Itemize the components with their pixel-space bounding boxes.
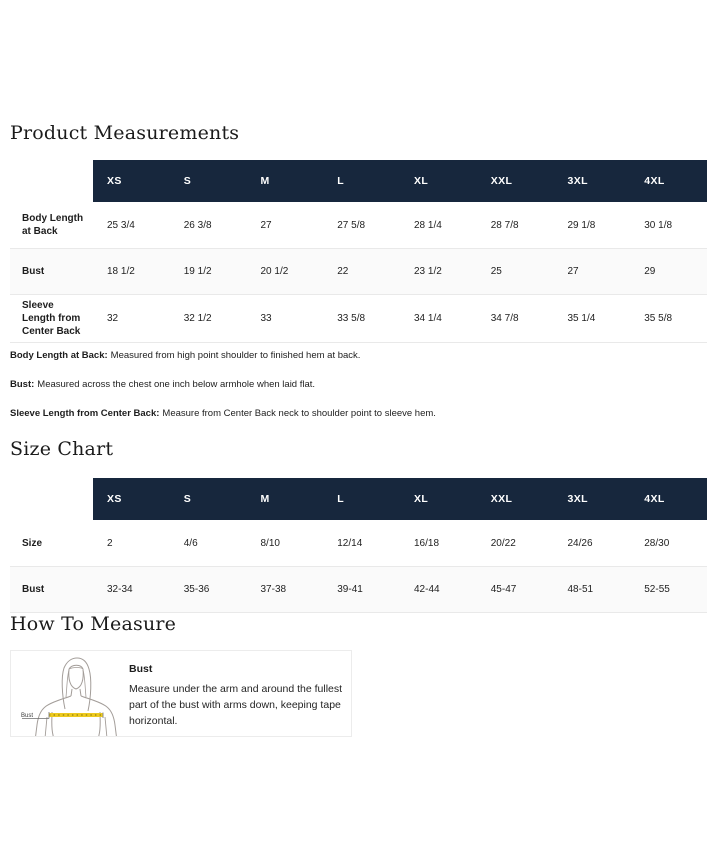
table-row-bust: [10, 566, 707, 612]
table-corner-cell: [10, 478, 93, 521]
size-cell: 24/26: [567, 537, 593, 549]
row-label: Size: [22, 537, 43, 549]
measurement-cell: 29: [644, 265, 656, 277]
measurement-cell: 33 5/8: [337, 312, 366, 324]
size-cell: 37-38: [260, 583, 287, 595]
measurement-cell: 29 1/8: [567, 219, 596, 231]
size-cell: 16/18: [414, 537, 440, 549]
table-row-sleeve-length: [10, 294, 707, 342]
how-to-measure-title: How To Measure: [10, 612, 177, 635]
definition-body-length: [10, 350, 707, 362]
measurement-cell: 30 1/8: [644, 219, 673, 231]
measurement-cell: 27: [567, 265, 579, 277]
column-header-l: L: [323, 160, 400, 203]
size-cell: 52-55: [644, 583, 670, 595]
table-row-bust: [10, 248, 707, 294]
column-header-m: M: [247, 478, 324, 521]
measurement-cell: 18 1/2: [107, 265, 135, 277]
measurement-definitions: [10, 350, 707, 421]
size-cell: 42-44: [414, 583, 440, 595]
column-header-s: S: [170, 160, 247, 203]
column-header-s: S: [170, 478, 247, 521]
product-measurements-title: Product Measurements: [10, 122, 240, 144]
table-row-size: [10, 520, 707, 566]
column-header-m: M: [247, 160, 324, 203]
how-to-measure-card: [10, 650, 352, 737]
product-measurements-table: [10, 160, 707, 343]
measurement-cell: 27: [260, 219, 272, 231]
measurement-cell: 25 3/4: [107, 219, 135, 231]
table-header-row: [10, 160, 707, 203]
measure-item-description: Measure under the arm and around the fullest part of the bust with arms down, keeping tape horizontal.: [129, 683, 343, 727]
column-header-l: L: [323, 478, 400, 521]
measurement-cell: 22: [337, 265, 349, 277]
column-header-3xl: 3XL: [554, 478, 631, 521]
measurement-cell: 23 1/2: [414, 265, 442, 277]
row-label: Bust: [22, 583, 45, 595]
measurement-cell: 28 1/4: [414, 219, 442, 231]
size-cell: 48-51: [567, 583, 594, 595]
column-header-3xl: 3XL: [554, 160, 631, 203]
size-chart-title: Size Chart: [10, 437, 114, 460]
measurement-cell: 34 1/4: [414, 312, 442, 324]
measurement-cell: 25: [490, 265, 502, 277]
measure-item-heading: Bust: [129, 663, 153, 676]
measurement-cell: 26 3/8: [183, 219, 212, 231]
definition-term: Bust:: [10, 379, 35, 391]
figure-bust-label: Bust: [21, 713, 34, 720]
column-header-xxl: XXL: [477, 160, 554, 203]
definition-text: Measured from high point shoulder to finished hem at back.: [110, 349, 361, 361]
size-cell: 28/30: [644, 537, 670, 549]
row-label: Sleeve Length from Center Back: [22, 299, 81, 337]
measurement-cell: 20 1/2: [260, 265, 289, 277]
measurement-cell: 28 7/8: [490, 219, 519, 231]
row-label: Bust: [22, 265, 45, 277]
size-cell: 32-34: [107, 583, 133, 595]
column-header-xl: XL: [400, 478, 477, 521]
size-cell: 12/14: [337, 537, 363, 549]
table-corner-cell: [10, 160, 93, 203]
definition-sleeve-length: [10, 408, 707, 420]
definition-bust: [10, 379, 707, 391]
measurement-cell: 32: [107, 312, 119, 324]
column-header-xl: XL: [400, 160, 477, 203]
measurement-cell: 32 1/2: [183, 312, 212, 324]
column-header-4xl: 4XL: [630, 160, 707, 203]
table-header-row: [10, 478, 707, 521]
definition-text: Measure from Center Back neck to shoulder point to sleeve hem.: [162, 408, 436, 420]
size-cell: 39-41: [337, 583, 363, 595]
definition-term: Body Length at Back:: [10, 349, 108, 361]
measurement-cell: 19 1/2: [183, 265, 212, 277]
measurement-cell: 33: [260, 312, 272, 324]
bust-measure-text: [129, 663, 347, 736]
bust-measure-illustration: [21, 657, 117, 736]
column-header-xs: XS: [93, 160, 170, 203]
definition-text: Measured across the chest one inch below armhole when laid flat.: [37, 379, 316, 391]
size-cell: 8/10: [260, 537, 280, 549]
definition-term: Sleeve Length from Center Back:: [10, 408, 160, 420]
measurement-cell: 35 1/4: [567, 312, 596, 324]
column-header-4xl: 4XL: [630, 478, 707, 521]
row-label: Body Length at Back: [22, 213, 84, 238]
size-cell: 45-47: [490, 583, 517, 595]
column-header-xxl: XXL: [477, 478, 554, 521]
measurement-cell: 35 5/8: [644, 312, 673, 324]
female-figure-icon: [21, 657, 117, 737]
size-cell: 4/6: [183, 537, 198, 549]
table-row-body-length: [10, 202, 707, 248]
size-cell: 2: [107, 537, 113, 549]
column-header-xs: XS: [93, 478, 170, 521]
size-cell: 20/22: [490, 537, 516, 549]
measurement-cell: 34 7/8: [490, 312, 519, 324]
size-chart-table: [10, 478, 707, 613]
size-cell: 35-36: [183, 583, 210, 595]
measurement-cell: 27 5/8: [337, 219, 366, 231]
